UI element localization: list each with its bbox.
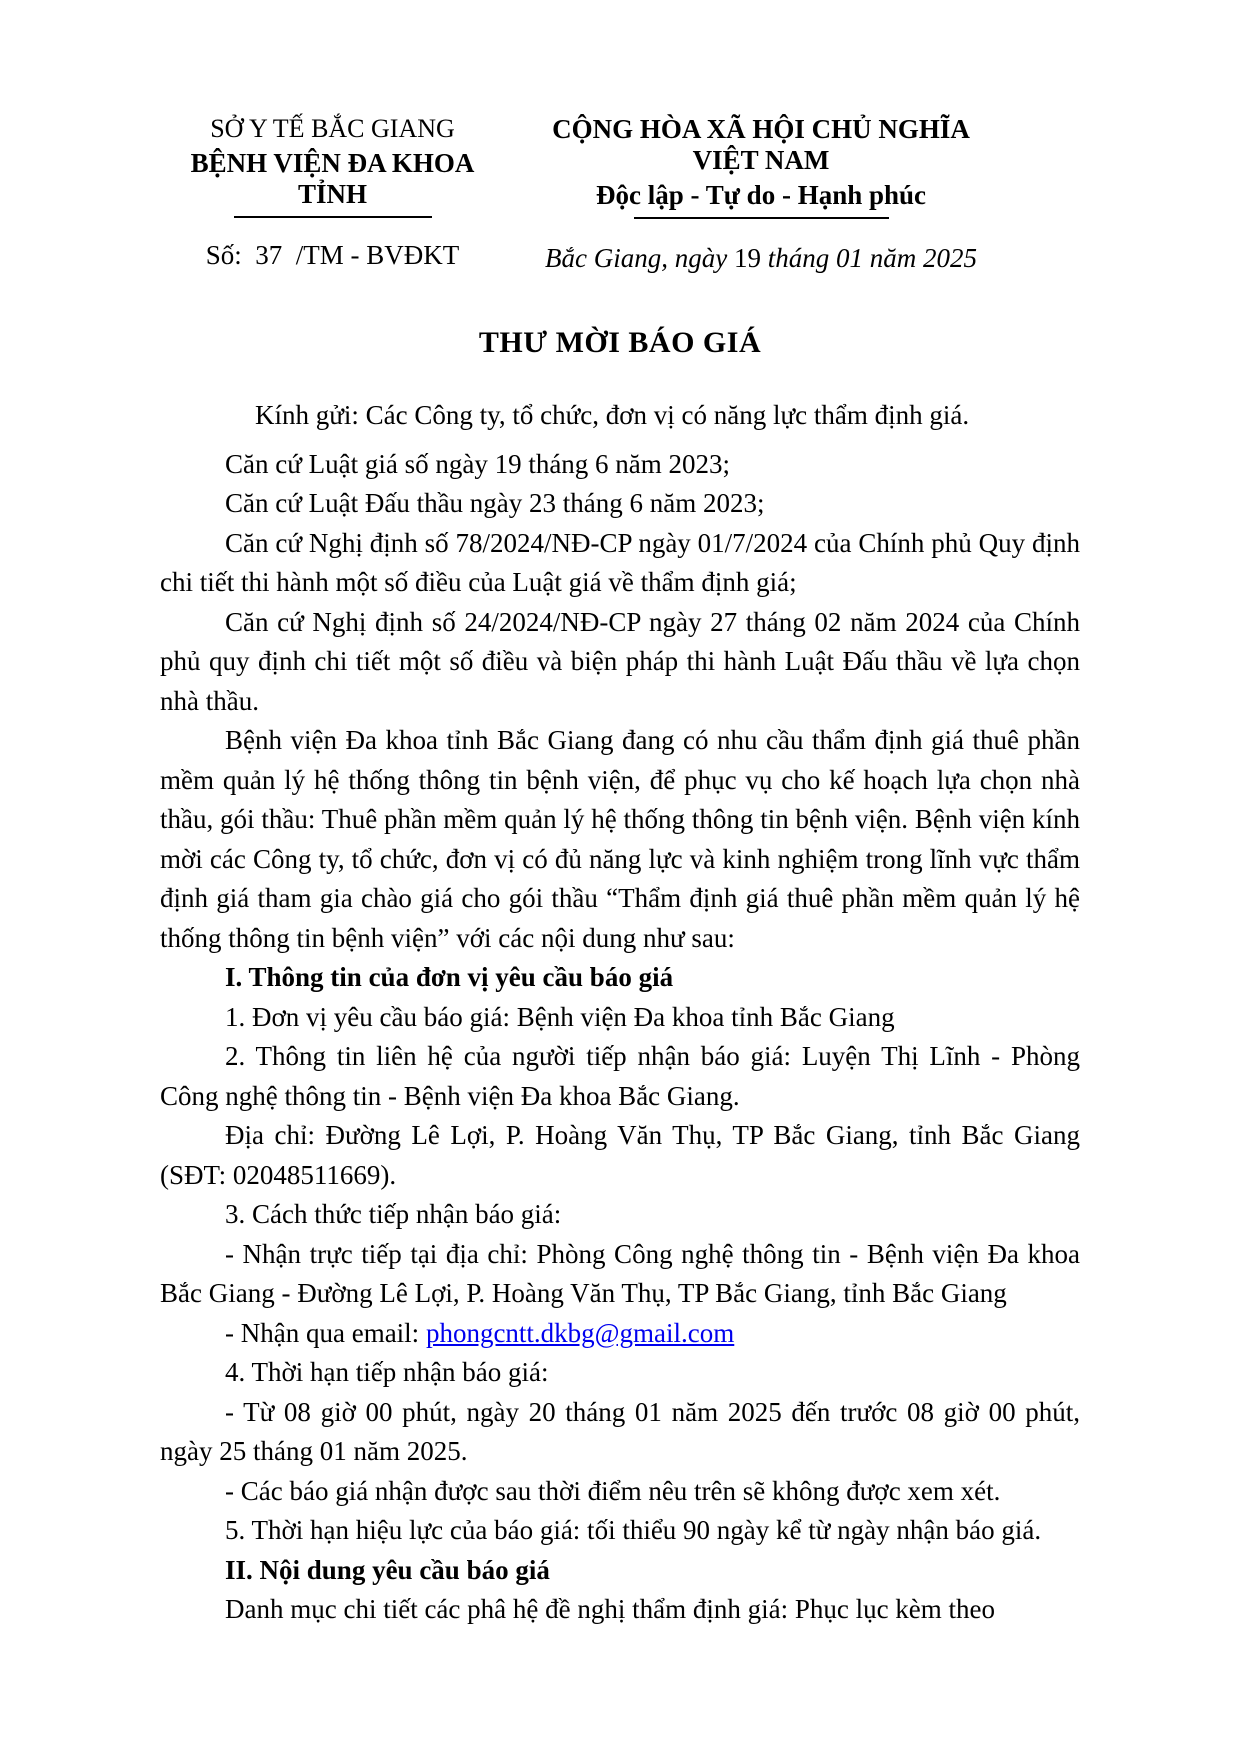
paragraph-deadline-range: - Từ 08 giờ 00 phút, ngày 20 tháng 01 năm 2025 đến trước 08 giờ 00 phút, ngày 25 tháng 01 năm 2025. <box>160 1396 1080 1467</box>
paragraph-legal-basis-decree-24: Căn cứ Nghị định số 24/2024/NĐ-CP ngày 27 tháng 02 năm 2024 của Chính phủ quy định chi tiết một số điều và biện pháp thi hành Luật Đấu thầu về lựa chọn nhà thầu. <box>160 606 1080 716</box>
paragraph-reception-method-heading: 3. Cách thức tiếp nhận báo giá: <box>225 1199 562 1230</box>
paragraph-reception-email <box>160 1314 1080 1354</box>
salutation-line: Kính gửi: Các Công ty, tổ chức, đơn vị có năng lực thẩm định giá. <box>255 400 970 431</box>
motto-underline <box>634 217 889 219</box>
header-issuer-block <box>160 114 505 274</box>
section-heading-1: I. Thông tin của đơn vị yêu cầu báo giá <box>225 962 674 993</box>
document-content <box>160 0 1080 1630</box>
document-body <box>160 445 1080 1630</box>
email-line-prefix: - Nhận qua email: <box>225 1317 426 1348</box>
paragraph-reception-direct: - Nhận trực tiếp tại địa chỉ: Phòng Công nghệ thông tin - Bệnh viện Đa khoa Bắc Giang - Đường Lê Lợi, P. Hoàng Văn Thụ, TP Bắc Giang, tỉnh Bắc Giang <box>160 1238 1080 1309</box>
document-header <box>160 114 1080 274</box>
national-title: CỘNG HÒA XÃ HỘI CHỦ NGHĨA VIỆT NAM <box>552 114 970 176</box>
paragraph-deadline-heading: 4. Thời hạn tiếp nhận báo giá: <box>225 1357 549 1388</box>
email-link[interactable]: phongcntt.dkbg@gmail.com <box>425 1317 735 1348</box>
paragraph-requesting-unit: 1. Đơn vị yêu cầu báo giá: Bệnh viện Đa khoa tỉnh Bắc Giang <box>225 1001 895 1032</box>
header-national-block <box>530 114 992 274</box>
section-heading-2: II. Nội dung yêu cầu báo giá <box>225 1554 550 1585</box>
paragraph-contact-person: 2. Thông tin liên hệ của người tiếp nhận báo giá: Luyện Thị Lĩnh - Phòng Công nghệ thông tin - Bệnh viện Đa khoa Bắc Giang. <box>160 1041 1080 1111</box>
document-title: THƯ MỜI BÁO GIÁ <box>478 326 762 360</box>
date-prefix: Bắc Giang, ngày <box>545 243 734 274</box>
paragraph-late-quotes-note: - Các báo giá nhận được sau thời điểm nêu trên sẽ không được xem xét. <box>225 1475 1001 1506</box>
date-day: 19 <box>733 243 761 274</box>
national-motto: Độc lập - Tự do - Hạnh phúc <box>595 180 927 211</box>
date-suffix: tháng 01 năm 2025 <box>760 243 977 274</box>
place-date-line <box>530 243 992 274</box>
paragraph-address: Địa chỉ: Đường Lê Lợi, P. Hoàng Văn Thụ, TP Bắc Giang, tỉnh Bắc Giang (SĐT: 02048511669). <box>160 1120 1080 1190</box>
paragraph-appendix-note: Danh mục chi tiết các phâ hệ đề nghị thẩm định giá: Phục lục kèm theo <box>225 1594 996 1625</box>
paragraph-legal-basis-price-law: Căn cứ Luật giá số ngày 19 tháng 6 năm 2023; <box>225 448 731 479</box>
hospital-name: BỆNH VIỆN ĐA KHOA TỈNH <box>190 147 475 209</box>
document-number: Số: 37 /TM - BVĐKT <box>205 239 460 270</box>
issuer-underline <box>234 216 432 218</box>
paragraph-legal-basis-decree-78: Căn cứ Nghị định số 78/2024/NĐ-CP ngày 01/7/2024 của Chính phủ Quy định chi tiết thi hành một số điều của Luật giá về thẩm định giá; <box>160 527 1080 598</box>
issuing-department: SỞ Y TẾ BẮC GIANG <box>210 114 455 143</box>
paragraph-legal-basis-bidding-law: Căn cứ Luật Đấu thầu ngày 23 tháng 6 năm 2023; <box>225 488 765 519</box>
paragraph-invitation-intro: Bệnh viện Đa khoa tỉnh Bắc Giang đang có nhu cầu thẩm định giá thuê phần mềm quản lý hệ thống thông tin bệnh viện, để phục vụ cho kế hoạch lựa chọn nhà thầu, gói thầu: Thuê phần mềm quản lý hệ thống thông tin bệnh viện. Bệnh viện kính mời các Công ty, tổ chức, đơn vị có đủ năng lực và kinh nghiệm trong lĩnh vực thẩm định giá tham gia chào giá cho gói thầu “Thẩm định giá thuê phần mềm quản lý hệ thống thông tin bệnh viện” với các nội dung như sau: <box>160 725 1080 953</box>
paragraph-validity-period: 5. Thời hạn hiệu lực của báo giá: tối thiểu 90 ngày kể từ ngày nhận báo giá. <box>225 1515 1042 1546</box>
